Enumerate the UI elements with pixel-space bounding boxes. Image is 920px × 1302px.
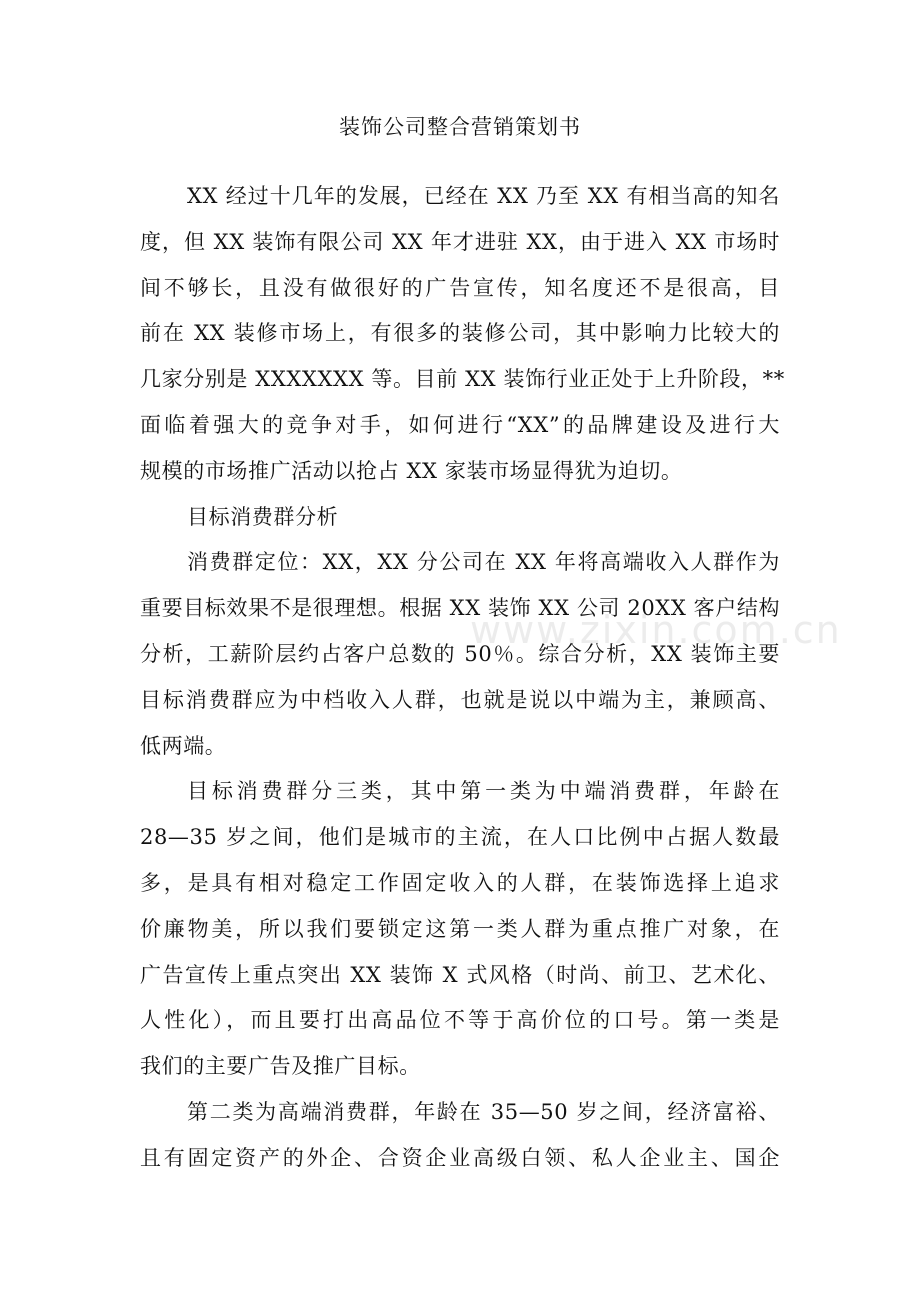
document-body [140, 174, 785, 1182]
text-line: 目标消费群分析 [187, 504, 339, 529]
text-line: 目标消费群分三类，其中第一类为中端消费群，年龄在 [187, 779, 780, 804]
text-line: 几家分别是 XXXXXXX 等。目前 XX 装饰行业正处于上升阶段，** [140, 367, 785, 392]
text-line: 规模的市场推广活动以抢占 XX 家装市场显得犹为迫切。 [140, 458, 683, 483]
text-line: 28—35 岁之间，他们是城市的主流，在人口比例中占据人数最 [140, 825, 780, 850]
text-line: 消费群定位：XX，XX 分公司在 XX 年将高端收入人群作为 [187, 550, 780, 575]
text-line: 第二类为高端消费群，年龄在 35—50 岁之间，经济富裕、 [187, 1099, 780, 1124]
text-line: 重要目标效果不是很理想。根据 XX 装饰 XX 公司 20XX 客户结构 [140, 596, 781, 621]
text-line: 目标消费群应为中档收入人群，也就是说以中端为主，兼顾高、 [140, 687, 780, 712]
text-line: 低两端。 [140, 733, 227, 758]
text-line: 且有固定资产的外企、合资企业高级白领、私人企业主、国企 [140, 1145, 780, 1170]
text-line: 度，但 XX 装饰有限公司 XX 年才进驻 XX，由于进入 XX 市场时 [140, 229, 780, 254]
text-line: 广告宣传上重点突出 XX 装饰 X 式风格（时尚、前卫、艺术化、 [140, 962, 780, 987]
text-line: 面临着强大的竞争对手，如何进行“XX”的品牌建设及进行大 [140, 412, 780, 437]
watermark: www.zixin.com.cn [470, 608, 842, 652]
text-line: 多，是具有相对稳定工作固定收入的人群，在装饰选择上追求 [140, 870, 780, 895]
text-line: 我们的主要广告及推广目标。 [140, 1054, 421, 1079]
document-title: 装饰公司整合营销策划书 [339, 115, 581, 139]
text-line: 前在 XX 装修市场上，有很多的装修公司，其中影响力比较大的 [140, 321, 780, 346]
text-line: 分析，工薪阶层约占客户总数的 50％。综合分析，XX 装饰主要 [140, 641, 780, 666]
text-line: XX 经过十几年的发展，已经在 XX 乃至 XX 有相当高的知名 [187, 184, 780, 208]
text-line: 人性化），而且要打出高品位不等于高价位的口号。第一类是 [140, 1008, 780, 1033]
text-line: 价廉物美，所以我们要锁定这第一类人群为重点推广对象，在 [140, 916, 780, 941]
text-line: 间不够长，且没有做很好的广告宣传，知名度还不是很高，目 [140, 275, 780, 300]
